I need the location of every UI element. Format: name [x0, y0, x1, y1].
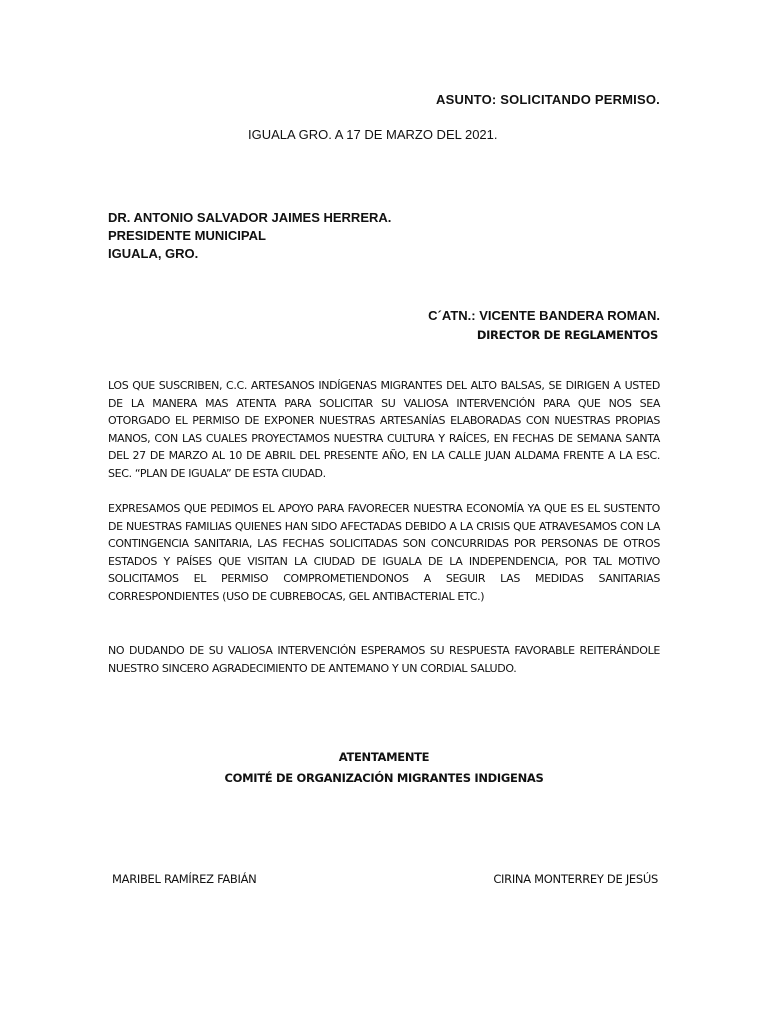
closing-salutation: ATENTAMENTE [338, 750, 430, 764]
body-paragraph-2: EXPRESAMOS QUE PEDIMOS EL APOYO PARA FAVORECER NUESTRA ECONOMÍA YA QUE ES EL SUSTENTO DE NUESTRAS FAMILIAS QUIENES HAN SIDO AFECTADAS DEBIDO A LA CRISIS QUE ATRAVESAMOS CON LA CONTINGENCIA SANITARIA, LAS FECHAS SOLICITADAS SON CONCURRIDAS POR PERSONAS DE OTROS ESTADOS Y PAÍSES QUE VISITAN LA CIUDAD DE IGUALA DE LA INDEPENDENCIA, POR TAL MOTIVO SOLICITAMOS EL PERMISO COMPROMETIENDONOS A SEGUIR LAS MEDIDAS SANITARIAS CORRESPONDIENTES (USO DE CUBREBOCAS, GEL ANTIBACTERIAL ETC.) [108, 502, 660, 603]
signature-left: MARIBEL RAMÍREZ FABIÁN [112, 872, 257, 886]
recipient-name: DR. ANTONIO SALVADOR JAIMES HERRERA. [108, 210, 392, 225]
attention-role: DIRECTOR DE REGLAMENTOS [476, 328, 658, 342]
recipient-title: PRESIDENTE MUNICIPAL [108, 228, 266, 243]
recipient-city: IGUALA, GRO. [108, 246, 199, 261]
place-date: IGUALA GRO. A 17 DE MARZO DEL 2021. [248, 127, 498, 142]
attention-line: C´ATN.: VICENTE BANDERA ROMAN. [428, 308, 660, 323]
closing-organization: COMITÉ DE ORGANIZACIÓN MIGRANTES INDIGENAS [224, 771, 544, 785]
body-paragraph-3: NO DUDANDO DE SU VALIOSA INTERVENCIÓN ESPERAMOS SU RESPUESTA FAVORABLE REITERÁNDOLE NUESTRO SINCERO AGRADECIMIENTO DE ANTEMANO Y UN CORDIAL SALUDO. [108, 644, 660, 675]
subject-line: ASUNTO: SOLICITANDO PERMISO. [436, 92, 660, 107]
body-paragraph-1: LOS QUE SUSCRIBEN, C.C. ARTESANOS INDÍGENAS MIGRANTES DEL ALTO BALSAS, SE DIRIGEN A USTED DE LA MANERA MAS ATENTA PARA SOLICITAR SU VALIOSA INTERVENCIÓN PARA QUE NOS SEA OTORGADO EL PERMISO DE EXPONER NUESTRAS ARTESANÍAS ELABORADAS CON NUESTRAS PROPIAS MANOS, CON LAS CUALES PROYECTAMOS NUESTRA CULTURA Y RAÍCES, EN FECHAS DE SEMANA SANTA DEL 27 DE MARZO AL 10 DE ABRIL DEL PRESENTE AÑO, EN LA CALLE JUAN ALDAMA FRENTE A LA ESC. SEC. “PLAN DE IGUALA” DE ESTA CIUDAD. [108, 379, 660, 480]
signature-right: CIRINA MONTERREY DE JESÚS [493, 872, 658, 886]
recipient-block [108, 209, 391, 263]
